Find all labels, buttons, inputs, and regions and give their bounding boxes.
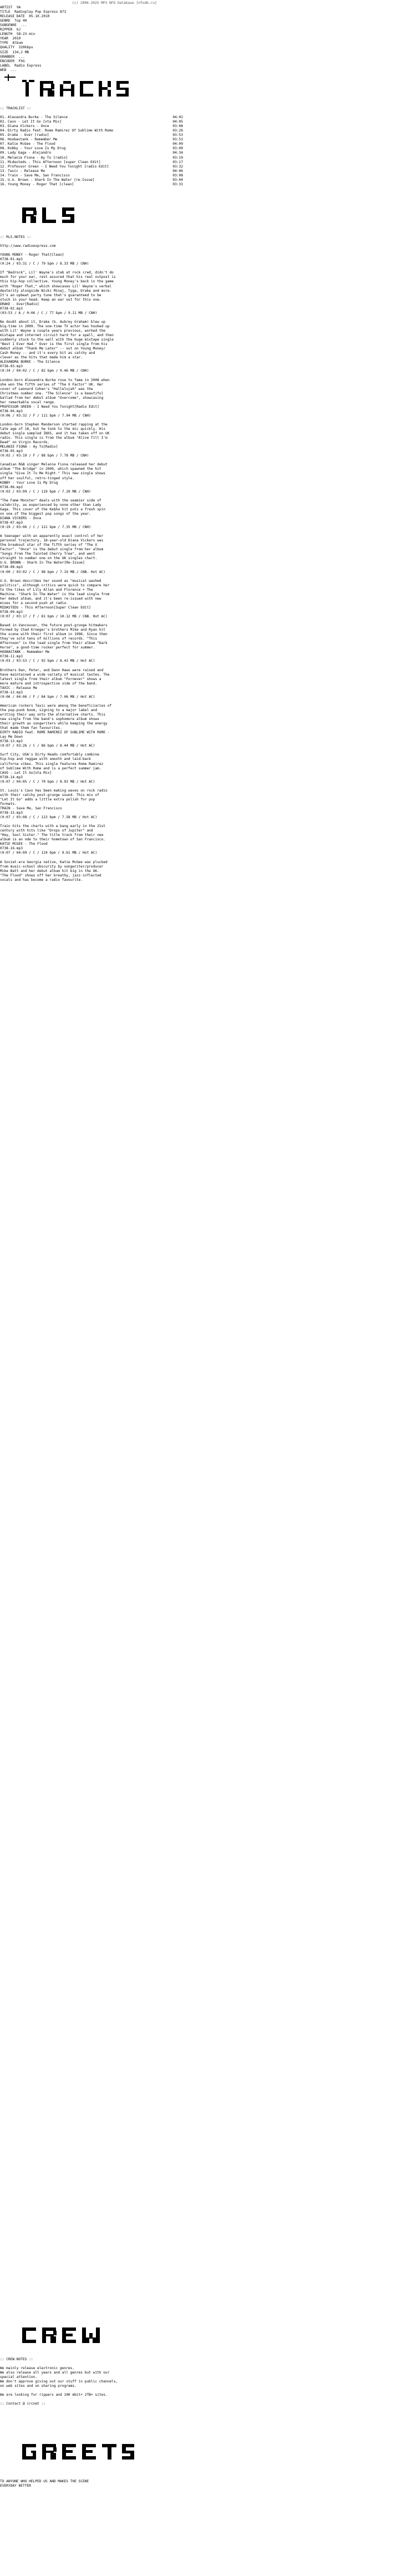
track-title: Drake - Over [radio] xyxy=(8,133,49,138)
header-field-key: SUBGENRE xyxy=(0,23,17,28)
track-number: 14. xyxy=(0,173,7,178)
track-time: 03:09 xyxy=(172,146,183,151)
track-time: 04:09 xyxy=(172,142,183,146)
track-title: Professor Green - I Need You Tonight [radio Edit] xyxy=(8,164,109,169)
header-fields xyxy=(0,6,417,73)
header-field xyxy=(0,28,417,32)
track-row xyxy=(0,165,183,169)
tracks-banner-logo xyxy=(4,74,129,97)
track-row xyxy=(0,120,183,124)
header-field xyxy=(0,19,417,23)
header-field-key: TITLE xyxy=(0,10,11,14)
track-row xyxy=(0,178,183,182)
greets-banner xyxy=(0,2436,417,2469)
greets-line-1: TO ANYONE WHO HELPED US AND MAKES THE SCENE xyxy=(0,2479,89,2483)
track-title: Dirty Radio feat. Rome Ramirez Of Sublime With Rome xyxy=(8,129,113,133)
track-row xyxy=(0,182,183,187)
header-field-value: Top 40 xyxy=(14,19,27,23)
track-title: Hoobastank - Remember Me xyxy=(8,138,58,142)
track-time: 03:32 xyxy=(172,164,183,169)
header-field xyxy=(0,23,417,28)
header-field-value: 05.10.2010 xyxy=(29,14,50,19)
track-number: 15. xyxy=(0,178,7,182)
crew-notes xyxy=(0,2357,118,2407)
notes-url: http://www.radioexpress.com xyxy=(0,244,56,249)
track-number: 11. xyxy=(0,160,7,164)
header-field-key: ENCODER xyxy=(0,59,15,63)
track-row xyxy=(0,151,183,155)
greets xyxy=(0,2479,89,2488)
track-number: 09. xyxy=(0,151,7,155)
track-title: U.G. Brown - Shark In The Water [re-Issue] xyxy=(8,178,95,182)
track-time: 04:02 xyxy=(172,115,183,120)
track-number: 02. xyxy=(0,120,7,124)
header-field-value: kJ xyxy=(16,28,21,32)
track-time: 03:19 xyxy=(172,155,183,160)
track-time: 03:53 xyxy=(172,133,183,138)
track-number: 06. xyxy=(0,138,7,142)
header-field-value: 320kbps xyxy=(18,45,33,50)
track-title: Diana Vickers - Once xyxy=(8,124,49,129)
track-rows xyxy=(0,115,183,187)
header-field xyxy=(0,55,417,59)
crew-body: We mainly release electronic genres. We also release all years and all genres but with our special attention. We don't approve giving out our stuff in public channels, on web sites and on sharing programs. We are looking for rippers and 100 mbit+ 2TB+ sites. :: Contact @ ircnet :: xyxy=(0,2366,118,2406)
header-field xyxy=(0,41,417,45)
header-field xyxy=(0,10,417,14)
greets-banner-logo xyxy=(22,2444,134,2460)
track-row xyxy=(0,138,183,142)
header-field-key: SIZE xyxy=(0,50,8,54)
crew-heading: :: CREW.NOTES :: xyxy=(0,2357,33,2361)
track-title: Cavo - Let It Go [xta Mix] xyxy=(8,120,62,124)
track-number: 03. xyxy=(0,124,7,129)
header-field-key: LENGTH xyxy=(0,32,13,37)
track-number: 05. xyxy=(0,133,7,138)
track-row xyxy=(0,115,183,120)
header-field-key: TYPE xyxy=(0,41,8,45)
track-number: 08. xyxy=(0,146,7,151)
tracklist-heading: :: TRACKLIST :: xyxy=(0,107,31,110)
track-title: Lady Gaga - Alejandro xyxy=(8,151,52,155)
track-time: 03:08 xyxy=(172,173,183,178)
header-field-value: Radio Express xyxy=(14,63,42,68)
track-title: Katie McGee - The Flood xyxy=(8,142,55,146)
track-number: 16. xyxy=(0,182,7,186)
header-field xyxy=(0,68,417,73)
track-number: 07. xyxy=(0,142,7,146)
header-field-key: QUALITY xyxy=(0,45,15,50)
header-field-key: GRABBER xyxy=(0,54,15,59)
track-title: Midasteds - This Afternoon [super Clean Edit] xyxy=(8,160,101,164)
track-title: Train - Save Me, San Francisco xyxy=(8,173,70,178)
track-title: Young Money - Roger That [clean] xyxy=(8,182,74,186)
header-field-value: 2010 xyxy=(12,37,21,41)
notes-heading: :: RLS.NOTES :: xyxy=(0,235,31,239)
header-field xyxy=(0,37,417,41)
header-field-value: FhG xyxy=(18,59,25,63)
track-row xyxy=(0,146,183,151)
track-time: 04:06 xyxy=(172,169,183,173)
header-field-value: 58:23 min xyxy=(16,32,35,37)
header-field-key: GENRE xyxy=(0,19,11,23)
header-field xyxy=(0,6,417,10)
header-field-value: ... xyxy=(10,68,17,72)
header xyxy=(0,1,417,73)
track-row xyxy=(0,133,183,138)
track-title: Taxic - Release Me xyxy=(8,169,45,173)
header-field xyxy=(0,45,417,50)
track-time: 03:26 xyxy=(172,129,183,133)
track-time: 03:08 xyxy=(172,124,183,129)
tracklist xyxy=(0,107,183,187)
tracks-banner xyxy=(0,73,417,107)
header-field-value: ... xyxy=(18,54,25,59)
track-title: Kobby - Your Love Is My Drug xyxy=(8,146,66,151)
track-time: 03:04 xyxy=(172,178,183,182)
header-field-value: Album xyxy=(12,41,23,45)
header-field xyxy=(0,14,417,19)
header-field xyxy=(0,64,417,68)
track-row xyxy=(0,156,183,160)
header-field xyxy=(0,32,417,37)
track-row xyxy=(0,142,183,146)
rls-banner-logo xyxy=(22,207,74,223)
greets-line-2: EVERYDAY BETTER xyxy=(0,2484,31,2488)
header-field-key: RELEASE DATE xyxy=(0,14,25,19)
release-notes xyxy=(0,235,116,883)
header-field xyxy=(0,50,417,55)
header-field xyxy=(0,59,417,64)
copyright-line: (c) 2006-2025 MP3 NFO Database [nfodb.ru] xyxy=(72,1,157,5)
track-number: 04. xyxy=(0,129,7,133)
rls-banner xyxy=(0,199,417,232)
track-row xyxy=(0,124,183,129)
track-row xyxy=(0,169,183,174)
header-field-value: 134,2 MB xyxy=(12,50,29,54)
header-field-value: Radioplay Pop Express 873 xyxy=(14,10,67,14)
track-number: 01. xyxy=(0,115,7,120)
header-field-key: LABEL xyxy=(0,63,11,68)
track-number: 13. xyxy=(0,169,7,173)
header-field-key: YEAR xyxy=(0,37,8,41)
header-field-key: WEB xyxy=(0,68,7,72)
track-time: 03:17 xyxy=(172,160,183,164)
crew-banner-logo xyxy=(22,2327,100,2343)
track-time: 03:33 xyxy=(172,182,183,186)
header-field-value: ... xyxy=(21,23,27,28)
track-number: 10. xyxy=(0,155,7,160)
header-field-key: ARTIST xyxy=(0,6,13,10)
track-time: 04:05 xyxy=(172,120,183,124)
track-row xyxy=(0,160,183,165)
header-field-key: RIPPER xyxy=(0,28,13,32)
header-field-value: VA xyxy=(16,6,21,10)
track-time: 04:34 xyxy=(172,151,183,155)
track-row xyxy=(0,129,183,133)
crew-banner xyxy=(0,2320,417,2353)
track-title: Alexandra Burke - The Silence xyxy=(8,115,68,120)
track-row xyxy=(0,174,183,178)
track-title: Melanie Fiona - Ay To [radio] xyxy=(8,155,68,160)
track-number: 12. xyxy=(0,164,7,169)
notes-body: YOUNG MONEY - Roger That[Clean] 0738-01.mp3 (0:24 / 03:31 / C / 79 bpm / 8.33 MB / CNH) If "Bedrock", Lil' Wayne's stab at rock cred, didn't do much for your ear, rest assured that his real outpost is this hip-hop collective. Young Money's back in the game with "Roger That," which showcases Lil' Wayne's verbal dexterity alongside Nicki Minaj, Tyga, Drake and more. It's an upbeat party tune that's guaranteed to be stuck in your head. Keep an ear out for this one. DRAKE - Over[Radio] 0738-02.mp3 (03:53 / A / 0:06 / C / 77 bpm / 9.11 MB / CNH) No doubt about it, Drake (b. Aubrey Graham) blew up big-time in 2009. The one-time TV actor has hooked up with Lil' Wayne a couple years previous, worked the mixtape and internet circuit hard for a spell, and then suddenly stuck to the wall with the huge mixtape single "Best I Ever Had." Over is the first single from his debut album "Thank Me Later" -- out on Young Money/ Cash Money -- and it's every bit as catchy and clever as the hits that made him a star. ALEXANDRA BURKE - The Silence 0738-03.mp3 (0:34 / 04:02 / C / 82 bpm / 9.46 MB / CNH) London-born Alexandra Burke rose to fame in 2008 when she won the fifth series of "The X Factor" UK. Her cover of Leonard Cohen's "Hallelujah" was the Christmas number one. "The Silence" is a beautiful ballad from her debut album "Overcome", showcasing her remarkable vocal range. PROFESSOR GREEN - I Need You Tonight[Radio Edit] 0738-04.mp3 (0:06 / 03:32 / F / 111 bpm / 7.94 MB / CNH) London-born Stephen Manderson started rapping at the late age of 18, but he took to the mic quickly. His debut single sampled INXS, and it has taken off on UK radio. This single is from the album "Alive Till I'm Dead" on Virgin Records. MELANIE FIONA - Ay To[Radio] 0738-05.mp3 (0:02 / 03:19 / F / 88 bpm / 7.78 MB / CNH) Canadian R&B singer Melanie Fiona released her debut album "The Bridge" in 2009, which spawned the hit single "Give It To Me Right." This new single shows off her soulful, retro-tinged style. KOBBY - Your Love Is My Drug 0738-06.mp3 (0:03 / 03:09 / C / 119 bpm / 7.29 MB / CNH) "The Fame Monster" deals with the seamier side of celebrity, as experienced by none other than Lady Gaga. This cover of the Ke$ha hit puts a fresh spin on one of the biggest pop songs of the year. DIANA VICKERS - Once 0738-07.mp3 (0:19 / 03:06 / C / 121 bpm / 7.35 MB / CNH) A teenager with an apparently exact control of her personal trajectory, 18-year-old Diana Vickers was the breakout star of the fifth series of "The X Factor". "Once" is the debut single from her album "Songs From The Tainted Cherry Tree", and went straight to number one on the UK singles chart. U.G. BROWN - Shark In The Water[Re-Issue] 0738-08.mp3 (0:00 / 03:02 / C / 98 bpm / 7.19 MB / CNB. Hot AC) U.G. Brown describes her sound as "musical washed politics", although critics were quick to compare her to the likes of Lily Allen and Florence + The Machine. "Shark In The Water" is the lead single from her debut album, and it's been re-issued with new mixes for a second push at radio. MIDASTEDS - This Afternoon[Super Clean Edit] 0738-09.mp3 (0:07 / 03:17 / F / 81 bpm / 10.12 MB / CNB. Hot AC) Based in Vancouver, the future post-grunge hitmakers formed by Chad Kroeger's brothers Mike and Ryan hit the scene with their first album in 1996. Since then they've sold tens of millions of records. "This Afternoon" is the lead single from their album "Dark Horse", a good-time rocker perfect for summer. HOOBASTANK - Remember Me 0738-11.mp3 (0:03 / 03:53 / C / 92 bpm / 8.43 MB / Hot AC) Brothers Dan, Peter, and Dann Haws were raised and have maintained a wide variety of musical tastes. The latest single from their album "Fornever" shows a more mature and introspective side of the band. TAXIC - Release Me 0738-12.mp3 (0:06 / 04:06 / F / 84 bpm / 7.06 MB / Hot AC) American rockers Taxic were among the beneficiaries of the pop-punk boom, signing to a major label and writing their way onto the alternative charts. This new single from the band's sophomore album shows their growth as songwriters while keeping the energy that made them fan favourites. DIRTY RADIO feat. ROME RAMIREZ OF SUBLIME WITH ROME - Lay Me Down 0738-13.mp3 (0:07 / 03:26 / C / 86 bpm / 8.44 MB / Hot AC) Surf City, USA's Dirty Heads comfortably combine hip-hop and reggae with smooth and laid-back californa vibes. This single features Rome Ramirez of Sublime With Rome and is a perfect summer jam. CAVO - Let It Go[xta Mix] 0738-14.mp3 (0:07 / 04:05 / C / 70 bpm / 8.93 MB / Hot AC) St. Louis's Cavo has been making waves on rock radio with their catchy post-grunge sound. This mix of "Let It Go" adds a little extra polish for pop formats. TRAIN - Save Me, San Francisco 0738-15.mp3 (0:07 / 03:08 / C / 123 bpm / 7.58 MB / Hot AC) Train hits the charts with a bang early in the 21st century with hits like "Drops of Jupiter" and "Hey, Soul Sister." The title track from their new album is an ode to their hometown of San Francisco. KATIE MCGEE - The Flood 0738-16.mp3 (0:07 / 04:09 / C / 124 bpm / 9.61 MB / Hot AC) A Soviet-era Georgia native, Katie McGee was plucked from music-school obscurity by songwriter/producer Mike Batt and her debut album hit big in the UK. "The Flood" shows off her breathy, jazz-inflected vocals and has become a radio favourite. xyxy=(0,253,116,882)
track-time: 03:53 xyxy=(172,138,183,142)
